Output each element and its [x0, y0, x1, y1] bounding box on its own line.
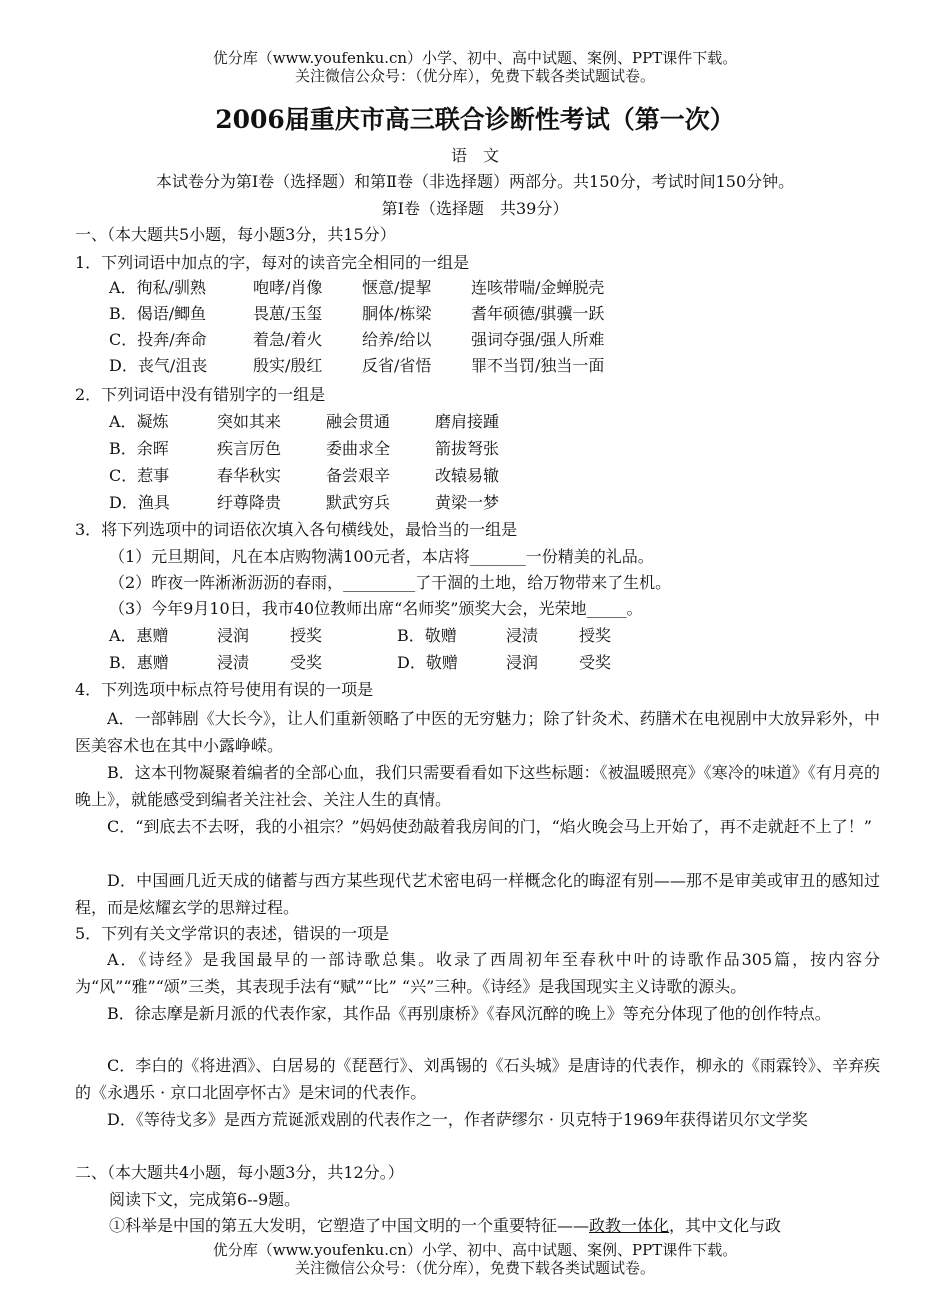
reading-prompt: 阅读下文，完成第6--9题。	[109, 1190, 301, 1209]
q1-cell: B．偈语/鲫鱼	[109, 304, 207, 323]
q2-cell: 疾言厉色	[217, 439, 282, 458]
q3-cell: B．敬赠	[397, 626, 457, 645]
q1-cell: 罪不当罚/独当一面	[471, 356, 605, 375]
q3-cell: 浸润	[217, 626, 250, 645]
q1-cell: C．投奔/奔命	[109, 330, 207, 349]
q5-stem: 5．下列有关文学常识的表述，错误的一项是	[75, 924, 390, 943]
q2-cell: 备尝艰辛	[326, 466, 391, 485]
header-line-2: 关注微信公众号：（优分库），免费下载各类试题试卷。	[294, 67, 655, 85]
q2-cell: 委曲求全	[326, 439, 391, 458]
q2-cell: A．凝炼	[109, 412, 169, 431]
underlined-phrase: 政教一体化	[589, 1216, 670, 1235]
q4-option-a: A．一部韩剧《大长今》，让人们重新领略了中医的无穷魅力；除了针灸术、药膳术在电视剧中大放异彩外，中医美容术也在其中小露峥嵘。	[75, 709, 880, 755]
q3-sentence-3: （3）今年9月10日，我市40位教师出席“名师奖”颁奖大会，光荣地_____。	[109, 599, 643, 618]
q3-sentence-2: （2）昨夜一阵淅淅沥沥的春雨，_________了干涸的土地，给万物带来了生机。	[109, 573, 672, 592]
q2-cell: 融会贯通	[326, 412, 391, 431]
q2-cell: 默武穷兵	[326, 493, 391, 512]
q1-cell: 咆哮/肖像	[253, 278, 323, 297]
q1-cell: 惬意/提挈	[362, 278, 432, 297]
q2-cell: B．余晖	[109, 439, 169, 458]
q3-cell: D．敬赠	[397, 653, 458, 672]
passage-text: ，其中文化与政	[669, 1216, 782, 1235]
q1-cell: A．徇私/驯熟	[109, 278, 206, 297]
q3-cell: 受奖	[579, 653, 612, 672]
q5-option-a: A．《诗经》是我国最早的一部诗歌总集。收录了西周初年至春秋中叶的诗歌作品305篇，按内容分为“风”“雅”“颂”三类，其表现手法有“赋”“比” “兴”三种。《诗经》是我国现实主义诗歌的源头。	[75, 950, 880, 996]
q3-cell: 浸渍	[217, 653, 250, 672]
q1-cell: 耆年硕德/骐骥一跃	[471, 304, 605, 323]
section1-heading: 一、（本大题共5小题，每小题3分，共15分）	[75, 225, 396, 244]
passage-text: ①科举是中国的第五大发明，它塑造了中国文明的一个重要特征——	[109, 1216, 590, 1235]
q2-cell: 改辕易辙	[435, 466, 500, 485]
q3-cell: 授奖	[290, 626, 323, 645]
q4-stem: 4．下列选项中标点符号使用有误的一项是	[75, 680, 374, 699]
q3-sentence-1: （1）元旦期间，凡在本店购物满100元者，本店将_______一份精美的礼品。	[109, 547, 654, 566]
q4-option-c: C．“到底去不去呀，我的小祖宗？”妈妈使劲敲着我房间的门，“焰火晚会马上开始了，再不走就赶不上了！”	[107, 817, 872, 836]
q4-option-d: D．中国画几近天成的储蓄与西方某些现代艺术密电码一样概念化的晦涩有别——那不是审美或审丑的感知过程，而是炫耀玄学的思辩过程。	[75, 871, 880, 917]
section2-heading: 二、（本大题共4小题，每小题3分，共12分。）	[75, 1163, 404, 1182]
q1-cell: 反省/省悟	[362, 356, 432, 375]
q1-cell: 着急/着火	[253, 330, 323, 349]
q1-cell: D．丧气/沮丧	[109, 356, 208, 375]
footer-line-1: 优分库（www.youfenku.cn）小学、初中、高中试题、案例、PPT课件下载。	[212, 1241, 738, 1259]
q1-cell: 殷实/殷红	[253, 356, 323, 375]
q3-cell: B．惠赠	[109, 653, 169, 672]
q5-option-d: D．《等待戈多》是西方荒诞派戏剧的代表作之一，作者萨缪尔 · 贝克特于1969年获得诺贝尔文学奖	[107, 1110, 808, 1129]
q2-cell: 纡尊降贵	[217, 493, 282, 512]
q1-cell: 畏葸/玉玺	[253, 304, 323, 323]
q2-cell: 黄梁一梦	[435, 493, 500, 512]
q2-cell: 突如其来	[217, 412, 282, 431]
q3-cell: 授奖	[579, 626, 612, 645]
q1-stem: 1．下列词语中加点的字，每对的读音完全相同的一组是	[75, 253, 470, 272]
q5-option-b: B．徐志摩是新月派的代表作家，其作品《再别康桥》《春风沉醉的晚上》等充分体现了他的创作特点。	[107, 1004, 831, 1023]
q3-stem: 3．将下列选项中的词语依次填入各句横线处，最恰当的一组是	[75, 520, 518, 539]
q2-cell: 磨肩接踵	[435, 412, 500, 431]
q1-cell: 给养/给以	[362, 330, 432, 349]
part1-heading: 第Ⅰ卷（选择题 共39分）	[381, 199, 569, 218]
exam-intro: 本试卷分为第Ⅰ卷（选择题）和第Ⅱ卷（非选择题）两部分。共150分，考试时间150分钟。	[155, 172, 795, 191]
q2-stem: 2．下列词语中没有错别字的一组是	[75, 385, 326, 404]
q5-option-c: C．李白的《将进酒》、白居易的《琵琶行》、刘禹锡的《石头城》是唐诗的代表作，柳永的《雨霖铃》、辛弃疾的《永遇乐 · 京口北固亭怀古》是宋词的代表作。	[75, 1056, 880, 1102]
q2-cell: C．惹事	[109, 466, 170, 485]
q3-cell: 浸润	[506, 653, 539, 672]
footer-line-2: 关注微信公众号：（优分库），免费下载各类试题试卷。	[294, 1259, 655, 1277]
q3-cell: 浸渍	[506, 626, 539, 645]
q2-cell: D．渔具	[109, 493, 170, 512]
q4-option-b: B．这本刊物凝聚着编者的全部心血，我们只需要看看如下这些标题：《被温暖照亮》《寒冷的味道》《有月亮的晚上》，就能感受到编者关注社会、关注人生的真情。	[75, 763, 880, 809]
q2-cell: 春华秋实	[217, 466, 282, 485]
q1-cell: 胴体/栋梁	[362, 304, 432, 323]
q1-cell: 强词夺强/强人所难	[471, 330, 605, 349]
q2-cell: 箭拔弩张	[435, 439, 500, 458]
exam-title: 2006届重庆市高三联合诊断性考试（第一次）	[215, 105, 735, 134]
q1-cell: 连咳带喘/金蝉脱壳	[471, 278, 605, 297]
q3-cell: A．惠赠	[109, 626, 169, 645]
passage-paragraph-1	[109, 1216, 781, 1236]
header-line-1: 优分库（www.youfenku.cn）小学、初中、高中试题、案例、PPT课件下载。	[212, 49, 738, 67]
subject-label: 语 文	[450, 146, 499, 165]
q3-cell: 受奖	[290, 653, 323, 672]
